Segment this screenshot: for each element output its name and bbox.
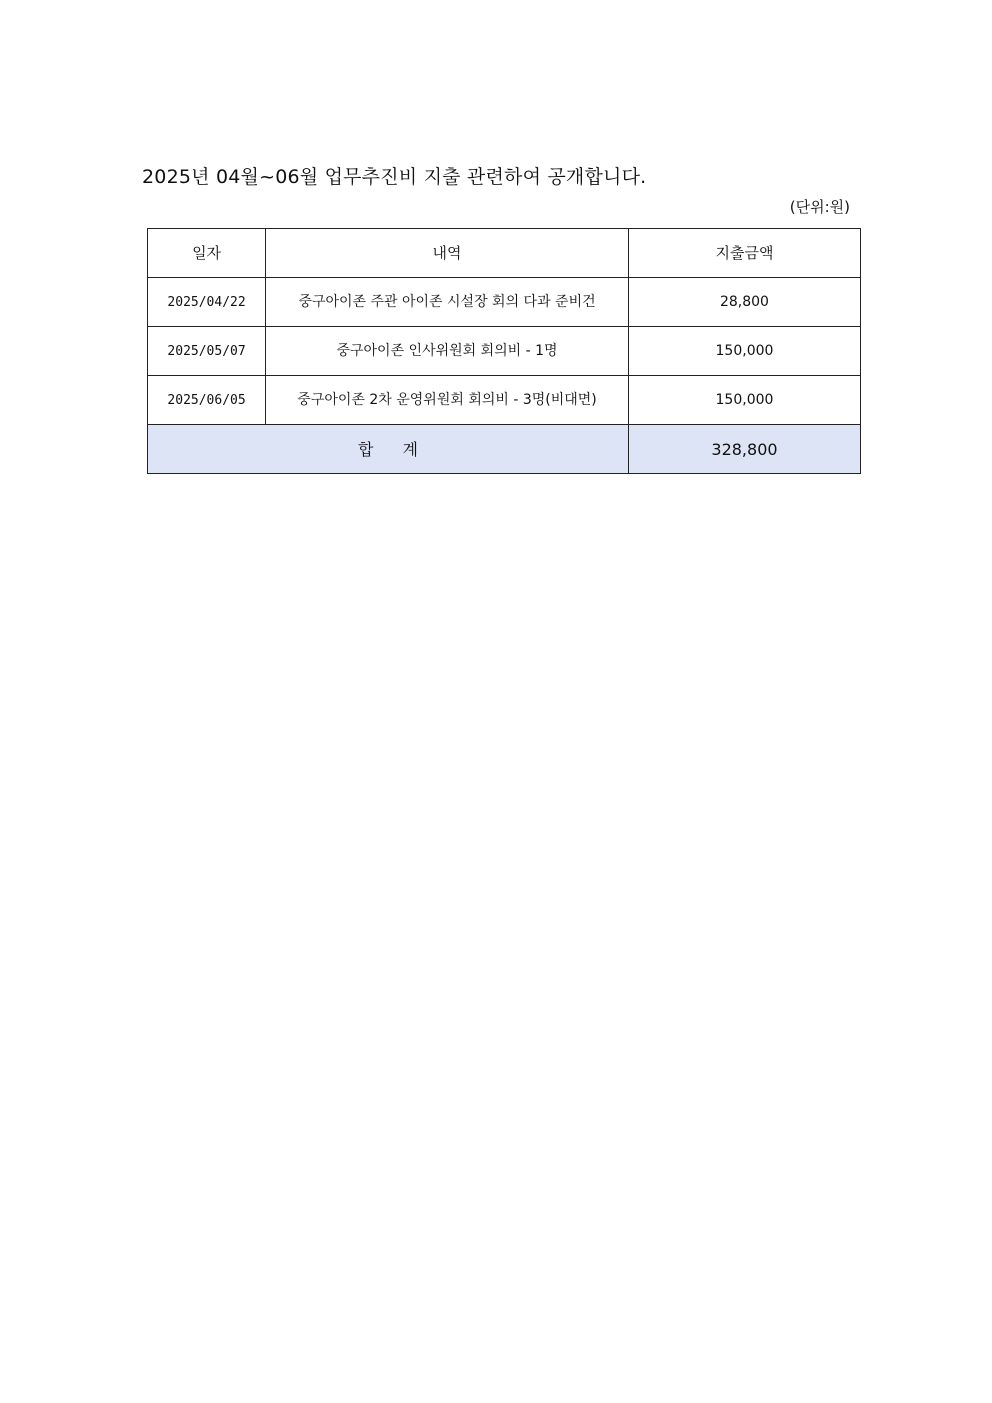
total-row [148, 425, 861, 474]
row-amount: 150,000 [628, 327, 860, 376]
table-row [148, 327, 861, 376]
row-date: 2025/04/22 [148, 278, 266, 327]
header-description: 내역 [266, 229, 629, 278]
row-description: 중구아이존 2차 운영위원회 회의비 - 3명(비대면) [266, 376, 629, 425]
total-amount: 328,800 [628, 425, 860, 474]
table-header-row [148, 229, 861, 278]
header-date: 일자 [148, 229, 266, 278]
unit-note: (단위:원) [789, 198, 850, 216]
expense-table [147, 228, 861, 474]
total-label: 합 계 [148, 425, 629, 474]
row-date: 2025/06/05 [148, 376, 266, 425]
row-description: 중구아이존 인사위원회 회의비 - 1명 [266, 327, 629, 376]
row-description: 중구아이존 주관 아이존 시설장 회의 다과 준비건 [266, 278, 629, 327]
table-row [148, 376, 861, 425]
table-row [148, 278, 861, 327]
header-amount: 지출금액 [628, 229, 860, 278]
row-amount: 150,000 [628, 376, 860, 425]
row-amount: 28,800 [628, 278, 860, 327]
intro-text: 2025년 04월~06월 업무추진비 지출 관련하여 공개합니다. [142, 166, 647, 188]
row-date: 2025/05/07 [148, 327, 266, 376]
